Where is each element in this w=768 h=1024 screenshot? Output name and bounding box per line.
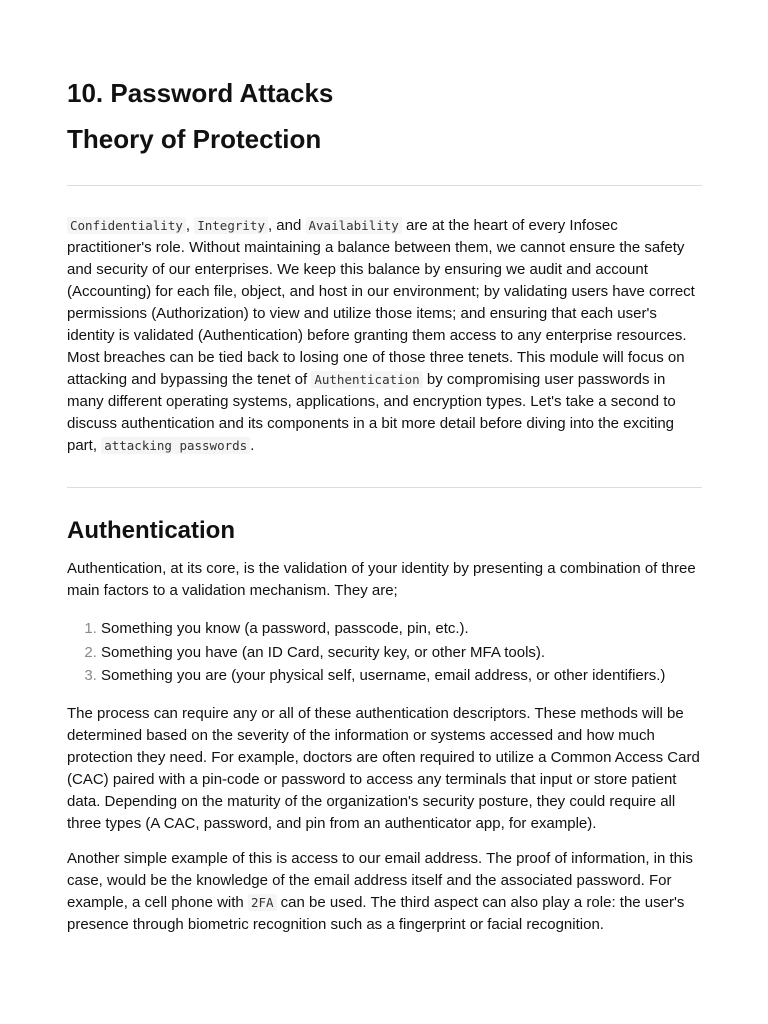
authentication-intro: Authentication, at its core, is the validation of your identity by presenting a combination of three main factors to a validation mechanism. They are; [67,560,696,599]
list-item: 3. Something you are (your physical self, username, email address, or other identifiers.) [101,664,702,688]
intro-sep-1: , [185,217,195,234]
list-item: 1. Something you know (a password, passcode, pin, etc.). [101,617,702,641]
page-title: 10. Password Attacks [67,78,334,108]
authentication-factors-list [67,617,702,688]
list-item: 2. Something you have (an ID Card, security key, or other MFA tools). [101,641,702,665]
authentication-paragraph-2: The process can require any or all of these authentication descriptors. These methods will be determined based on the severity of the information or systems accessed and how much protection they need. For example, doctors are often required to utilize a Common Access Card (CAC) paired with a pin-code or password to access any terminals that input or store patient data. Depending on the maturity of the organization's security posture, they could require all three types (A CAC, password, and pin from an authenticator app, for example). [67,704,700,832]
intro-text-2: by compromising user passwords in many different operating systems, applications, and encryption types. Let's take a second to discuss authentication and its components in a bit more detail before diving into the exciting part, [67,371,676,454]
code-2fa: 2FA [248,894,277,911]
code-confidentiality: Confidentiality [67,217,186,234]
intro-text-1: are at the heart of every Infosec practitioner's role. Without maintaining a balance between them, we cannot ensure the safety and security of our enterprises. We keep this balance by ensuring we audit and account (Accounting) for each file, object, and host in our environment; by validating users have correct permissions (Authorization) to view and utilize those items; and ensuring that each user's identity is validated (Authentication) before granting them access to any enterprise resources. Most breaches can be tied back to losing one of those three tenets. This module will focus on attacking and bypassing the tenet of [67,217,695,388]
section-title: Theory of Protection [67,124,322,154]
code-authentication: Authentication [311,371,422,388]
para3-text-2: can be used. The third aspect can also play a role: the user's presence through biometric recognition such as a fingerprint or facial recognition. [67,893,685,933]
intro-paragraph [67,215,702,457]
authentication-paragraph-3 [67,848,702,936]
intro-sep-2: , and [267,217,306,234]
intro-text-3: . [250,437,255,454]
authentication-heading: Authentication [67,517,235,544]
divider-top [67,185,702,186]
code-attacking-passwords: attacking passwords [101,437,250,454]
code-integrity: Integrity [194,217,268,234]
divider-middle [67,487,702,488]
para3-text-1: Another simple example of this is access to our email address. The proof of information, in this case, would be the knowledge of the email address itself and the associated password. For example, a cell phone with [67,849,693,911]
code-availability: Availability [306,217,402,234]
